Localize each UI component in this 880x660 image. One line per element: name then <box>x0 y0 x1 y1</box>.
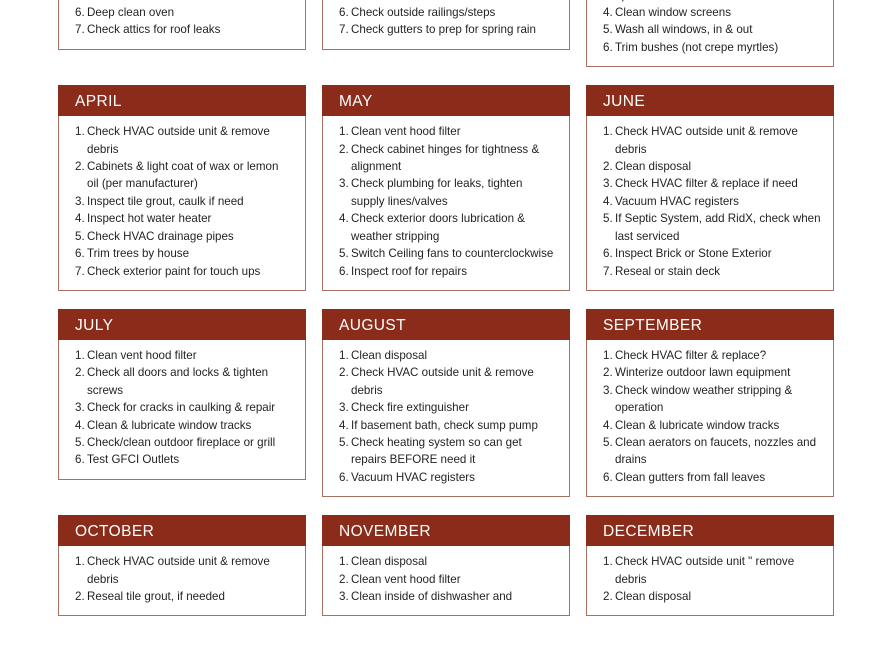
task-label: Reseal or stain deck <box>615 264 721 278</box>
task-item[interactable] <box>59 434 297 451</box>
task-item[interactable] <box>587 4 825 21</box>
month-card <box>322 85 570 291</box>
task-label: Clean aerators on faucets, nozzles and drains <box>615 435 817 467</box>
task-label: Check window weather stripping & operation <box>615 383 793 415</box>
task-label: Winterize outdoor lawn equipment <box>615 366 791 380</box>
task-label: Clean & lubricate window tracks <box>87 418 252 432</box>
task-item[interactable] <box>323 364 561 399</box>
task-item[interactable] <box>59 245 297 262</box>
task-label: Check HVAC outside unit " remove debris <box>615 555 795 586</box>
task-number: 1. <box>75 555 85 569</box>
task-item[interactable] <box>323 141 561 176</box>
month-header: MAY <box>322 85 570 116</box>
task-number: 1. <box>603 348 613 362</box>
task-label: Check HVAC filter & replace if need <box>615 177 798 191</box>
month-card <box>586 0 834 67</box>
task-number: 1. <box>75 348 85 362</box>
month-card <box>322 309 570 497</box>
month-task-list-container <box>586 116 834 291</box>
task-number: 5. <box>339 247 349 261</box>
task-label: Check gutters to prep for spring rain <box>351 23 536 37</box>
task-number: 6. <box>339 470 349 484</box>
month-header: NOVEMBER <box>322 515 570 546</box>
task-number: 4. <box>339 212 349 226</box>
task-label: Clean vent hood filter <box>351 125 461 139</box>
task-number: 2. <box>75 589 85 603</box>
task-number: 3. <box>339 589 349 603</box>
task-label: Trim bushes (not crepe myrtles) <box>615 40 779 54</box>
task-item[interactable] <box>323 571 561 588</box>
month-task-list-container <box>586 0 834 67</box>
task-number: 5. <box>603 212 613 226</box>
task-number: 7. <box>339 23 349 37</box>
task-item[interactable] <box>587 382 825 417</box>
task-label: Check HVAC outside unit & remove debris <box>87 555 270 586</box>
task-label: Check outside railings/steps <box>351 6 496 20</box>
task-item[interactable] <box>59 588 297 605</box>
task-item[interactable] <box>59 399 297 416</box>
task-number: 4. <box>603 418 613 432</box>
task-number: 5. <box>75 435 85 449</box>
task-number: 1. <box>603 125 613 139</box>
task-item[interactable] <box>323 123 561 140</box>
task-item[interactable] <box>587 553 825 588</box>
task-item[interactable] <box>59 553 297 588</box>
task-item[interactable] <box>59 263 297 280</box>
task-label: Inspect roof for repairs <box>351 264 467 278</box>
month-card <box>58 515 306 616</box>
task-item[interactable] <box>587 469 825 486</box>
task-number: 3. <box>603 383 613 397</box>
month-task-list-container <box>586 546 834 616</box>
task-item[interactable] <box>323 588 561 605</box>
task-label: Check HVAC outside unit & remove debris <box>615 125 798 156</box>
task-number: 5. <box>603 435 613 449</box>
task-item[interactable] <box>587 21 825 38</box>
task-number: 2. <box>603 589 613 603</box>
month-card <box>586 85 834 291</box>
month-card <box>322 515 570 616</box>
task-number: 7. <box>603 264 613 278</box>
month-task-list-container <box>58 116 306 291</box>
task-label: Wash all windows, in & out <box>615 23 753 37</box>
task-item[interactable] <box>59 364 297 399</box>
month-task-list-container <box>58 546 306 616</box>
task-label: Check HVAC drainage pipes <box>87 229 234 243</box>
month-card <box>58 0 306 50</box>
task-label: If basement bath, check sump pump <box>351 418 538 432</box>
task-label: Vacuum HVAC registers <box>615 194 739 208</box>
task-number: 3. <box>75 401 85 415</box>
task-label: Clean vent hood filter <box>351 572 461 586</box>
task-number: 7. <box>75 264 85 278</box>
task-label: Clean inside of dishwasher and <box>351 589 513 603</box>
task-label: Inspect Brick or Stone Exterior <box>615 247 772 261</box>
task-number: 7. <box>75 23 85 37</box>
task-item[interactable] <box>587 434 825 469</box>
task-label: Check HVAC outside unit & remove debris <box>351 366 534 397</box>
task-item[interactable] <box>323 21 561 38</box>
task-list <box>59 123 297 280</box>
task-number: 6. <box>75 6 85 20</box>
task-list <box>59 553 297 605</box>
task-item[interactable] <box>323 469 561 486</box>
task-number: 5. <box>339 435 349 449</box>
task-item[interactable] <box>587 193 825 210</box>
task-number: 2. <box>339 142 349 156</box>
task-label: Check exterior doors lubrication & weather stripping <box>351 212 525 243</box>
month-header: AUGUST <box>322 309 570 340</box>
task-number: 3. <box>75 194 85 208</box>
month-card <box>58 85 306 291</box>
task-item[interactable] <box>59 347 297 364</box>
task-number: 6. <box>603 247 613 261</box>
task-number: 2. <box>339 572 349 586</box>
task-item[interactable] <box>587 588 825 605</box>
task-number: 2. <box>339 366 349 380</box>
task-item[interactable] <box>323 175 561 210</box>
month-card <box>586 309 834 497</box>
task-item[interactable] <box>59 417 297 434</box>
task-list <box>323 123 561 280</box>
task-item[interactable] <box>323 245 561 262</box>
task-number: 1. <box>339 555 349 569</box>
task-number: 4. <box>603 6 613 20</box>
task-number: 5. <box>75 229 85 243</box>
task-item[interactable] <box>59 228 297 245</box>
task-list <box>587 347 825 486</box>
month-task-list-container <box>322 116 570 291</box>
task-list <box>59 0 297 39</box>
task-label: If Septic System, add RidX, check when last serviced <box>615 212 821 243</box>
month-task-list-container <box>322 340 570 497</box>
task-item[interactable] <box>587 158 825 175</box>
task-label: Check heating system so can get repairs BEFORE need it <box>351 435 522 467</box>
task-label: Reseal tile grout, if needed <box>87 589 225 603</box>
task-label: Switch Ceiling fans to counterclockwise <box>351 247 554 261</box>
task-label: Check exterior paint for touch ups <box>87 264 261 278</box>
task-number: 3. <box>339 401 349 415</box>
task-label: Check attics for roof leaks <box>87 23 221 37</box>
task-item[interactable] <box>587 417 825 434</box>
task-number: 6. <box>75 247 85 261</box>
task-label: Vacuum HVAC registers <box>351 470 475 484</box>
task-item[interactable] <box>59 158 297 193</box>
task-number: 2. <box>603 366 613 380</box>
month-header: SEPTEMBER <box>586 309 834 340</box>
task-item[interactable] <box>59 210 297 227</box>
task-number: 4. <box>75 418 85 432</box>
task-item[interactable] <box>59 451 297 468</box>
task-list <box>323 347 561 486</box>
task-label: Check fire extinguisher <box>351 401 469 415</box>
task-number: 1. <box>603 555 613 569</box>
task-label: Cabinets & light coat of wax or lemon oil (per manufacturer) <box>87 160 279 191</box>
month-header: JUNE <box>586 85 834 116</box>
task-label: Clean disposal <box>351 555 428 569</box>
task-label: Trim trees by house <box>87 247 190 261</box>
task-item[interactable] <box>323 399 561 416</box>
task-item[interactable] <box>323 553 561 570</box>
task-label: Clean window screens <box>615 6 731 20</box>
task-number: 4. <box>603 194 613 208</box>
month-grid <box>58 0 834 616</box>
task-item[interactable] <box>587 210 825 245</box>
task-label: Clean vent hood filter <box>87 348 197 362</box>
task-label: Clean gutters from fall leaves <box>615 470 766 484</box>
task-list <box>587 123 825 280</box>
task-number: 2. <box>75 160 85 174</box>
task-list <box>59 347 297 469</box>
task-number: 3. <box>339 177 349 191</box>
task-list <box>587 553 825 605</box>
task-label: Clean disposal <box>351 348 428 362</box>
month-task-list-container <box>58 0 306 50</box>
task-label: Test GFCI Outlets <box>87 453 180 467</box>
month-header: APRIL <box>58 85 306 116</box>
task-item[interactable] <box>587 175 825 192</box>
task-item[interactable] <box>59 21 297 38</box>
task-item[interactable] <box>323 417 561 434</box>
task-label: Clean & lubricate window tracks <box>615 418 780 432</box>
task-item[interactable] <box>323 4 561 21</box>
task-item[interactable] <box>587 123 825 158</box>
task-item[interactable] <box>587 245 825 262</box>
task-item[interactable] <box>323 347 561 364</box>
task-item[interactable] <box>587 364 825 381</box>
month-card <box>322 0 570 50</box>
month-card <box>58 309 306 480</box>
task-label: Check HVAC filter & replace? <box>615 348 767 362</box>
task-number: 2. <box>75 366 85 380</box>
month-header: OCTOBER <box>58 515 306 546</box>
task-item[interactable] <box>59 193 297 210</box>
task-number: 1. <box>339 348 349 362</box>
task-label: Check all doors and locks & tighten screws <box>87 366 269 397</box>
month-task-list-container <box>58 340 306 480</box>
month-header: DECEMBER <box>586 515 834 546</box>
task-label: Check plumbing for leaks, tighten supply lines/valves <box>351 177 523 208</box>
task-number: 4. <box>75 212 85 226</box>
month-header: JULY <box>58 309 306 340</box>
task-number: 1. <box>339 125 349 139</box>
task-item[interactable] <box>323 210 561 245</box>
task-number: 6. <box>339 264 349 278</box>
task-number: 6. <box>603 40 613 54</box>
task-number: 6. <box>339 6 349 20</box>
task-number: 6. <box>603 470 613 484</box>
task-item[interactable] <box>59 4 297 21</box>
task-label: Clean disposal <box>615 589 692 603</box>
task-number: 4. <box>339 418 349 432</box>
month-task-list-container <box>322 0 570 50</box>
task-item[interactable] <box>587 263 825 280</box>
task-number: 2. <box>603 160 613 174</box>
task-label: Check cabinet hinges for tightness & alignment <box>351 142 540 174</box>
task-label: Inspect tile grout, caulk if need <box>87 194 244 208</box>
task-item[interactable] <box>323 434 561 469</box>
task-number: 5. <box>603 23 613 37</box>
task-number: 6. <box>75 453 85 467</box>
task-item[interactable] <box>323 263 561 280</box>
task-list <box>323 553 561 605</box>
month-task-list-container <box>322 546 570 616</box>
task-label: Clean disposal <box>615 160 692 174</box>
task-number: 3. <box>603 177 613 191</box>
task-label: Check/clean outdoor fireplace or grill <box>87 435 276 449</box>
task-label: Inspect hot water heater <box>87 212 212 226</box>
task-item[interactable] <box>587 347 825 364</box>
task-item[interactable] <box>59 123 297 158</box>
task-number: 1. <box>75 125 85 139</box>
task-label: Check for cracks in caulking & repair <box>87 401 276 415</box>
task-label: Check HVAC outside unit & remove debris <box>87 125 270 156</box>
task-list <box>587 0 825 56</box>
task-item[interactable] <box>587 39 825 56</box>
month-task-list-container <box>586 340 834 497</box>
task-label: Deep clean oven <box>87 6 175 20</box>
month-card <box>586 515 834 616</box>
task-list <box>323 0 561 39</box>
